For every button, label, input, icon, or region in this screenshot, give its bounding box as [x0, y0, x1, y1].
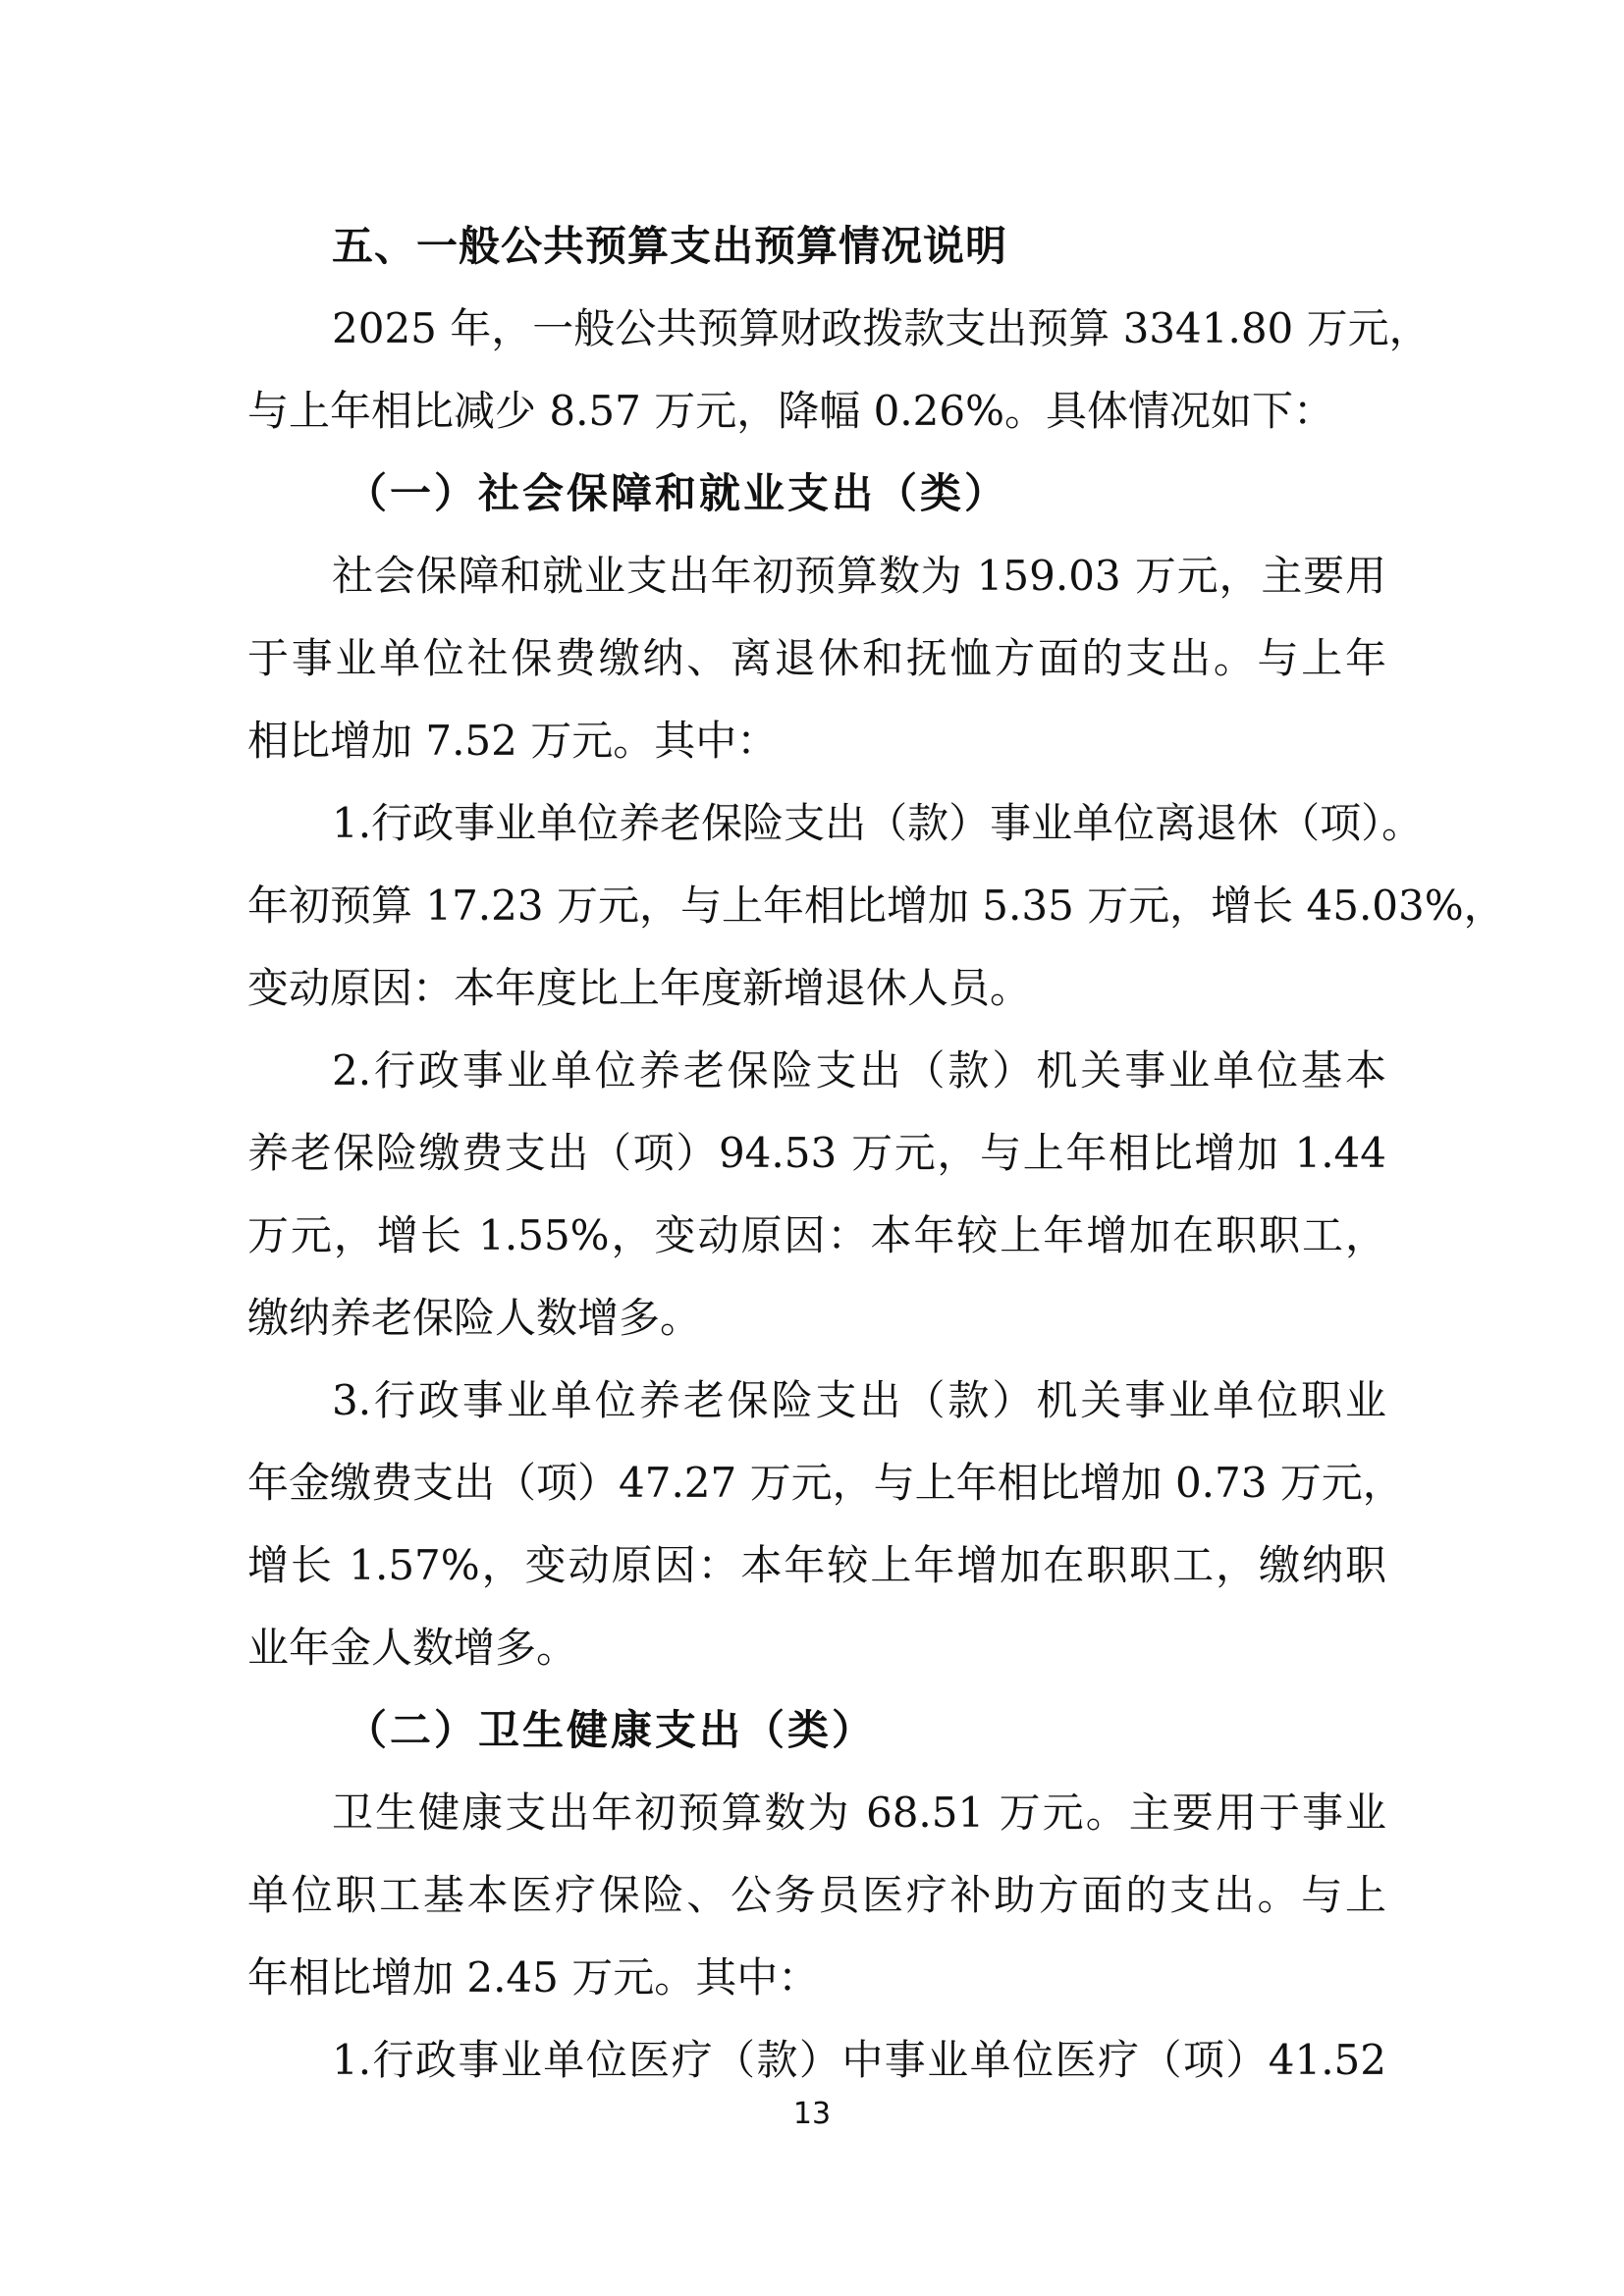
list-item-line: 变动原因：本年度比上年度新增退休人员。 — [247, 964, 1032, 1012]
list-item-line: 养老保险缴费支出（项）94.53 万元，与上年相比增加 1.44 — [247, 1129, 1386, 1177]
list-item-line: 缴纳养老保险人数增多。 — [247, 1294, 702, 1342]
list-item-line: 增长 1.57%，变动原因：本年较上年增加在职职工，缴纳职 — [247, 1541, 1386, 1589]
list-item-line: 万元，增长 1.55%，变动原因：本年较上年增加在职职工， — [247, 1211, 1386, 1259]
paragraph-line: 卫生健康支出年初预算数为 68.51 万元。主要用于事业 — [332, 1789, 1386, 1837]
paragraph-line: 2025 年，一般公共预算财政拨款支出预算 3341.80 万元， — [332, 304, 1431, 352]
subsection-heading-social-security: （一）社会保障和就业支出（类） — [346, 469, 1009, 517]
paragraph-line: 于事业单位社保费缴纳、离退休和抚恤方面的支出。与上年 — [247, 634, 1386, 682]
paragraph-line: 相比增加 7.52 万元。其中： — [247, 717, 779, 765]
subsection-heading-health: （二）卫生健康支出（类） — [346, 1706, 877, 1754]
list-item-line: 1.行政事业单位养老保险支出（款）事业单位离退休（项）。 — [332, 799, 1424, 847]
list-item-line: 年金缴费支出（项）47.27 万元，与上年相比增加 0.73 万元， — [247, 1459, 1404, 1507]
paragraph-line: 年相比增加 2.45 万元。其中： — [247, 1953, 820, 2002]
section-heading-general-budget: 五、一般公共预算支出预算情况说明 — [332, 222, 1008, 270]
paragraph-line: 与上年相比减少 8.57 万元，降幅 0.26%。具体情况如下： — [247, 387, 1334, 435]
list-item-line: 3.行政事业单位养老保险支出（款）机关事业单位职业 — [332, 1376, 1386, 1424]
list-item-line: 1.行政事业单位医疗（款）中事业单位医疗（项）41.52 — [332, 2036, 1386, 2084]
list-item-line: 业年金人数增多。 — [247, 1624, 578, 1672]
list-item-line: 2.行政事业单位养老保险支出（款）机关事业单位基本 — [332, 1046, 1386, 1095]
page-number: 13 — [792, 2097, 832, 2131]
paragraph-line: 社会保障和就业支出年初预算数为 159.03 万元，主要用 — [332, 552, 1386, 600]
list-item-line: 年初预算 17.23 万元，与上年相比增加 5.35 万元，增长 45.03%， — [247, 881, 1505, 930]
paragraph-line: 单位职工基本医疗保险、公务员医疗补助方面的支出。与上 — [247, 1871, 1386, 1919]
